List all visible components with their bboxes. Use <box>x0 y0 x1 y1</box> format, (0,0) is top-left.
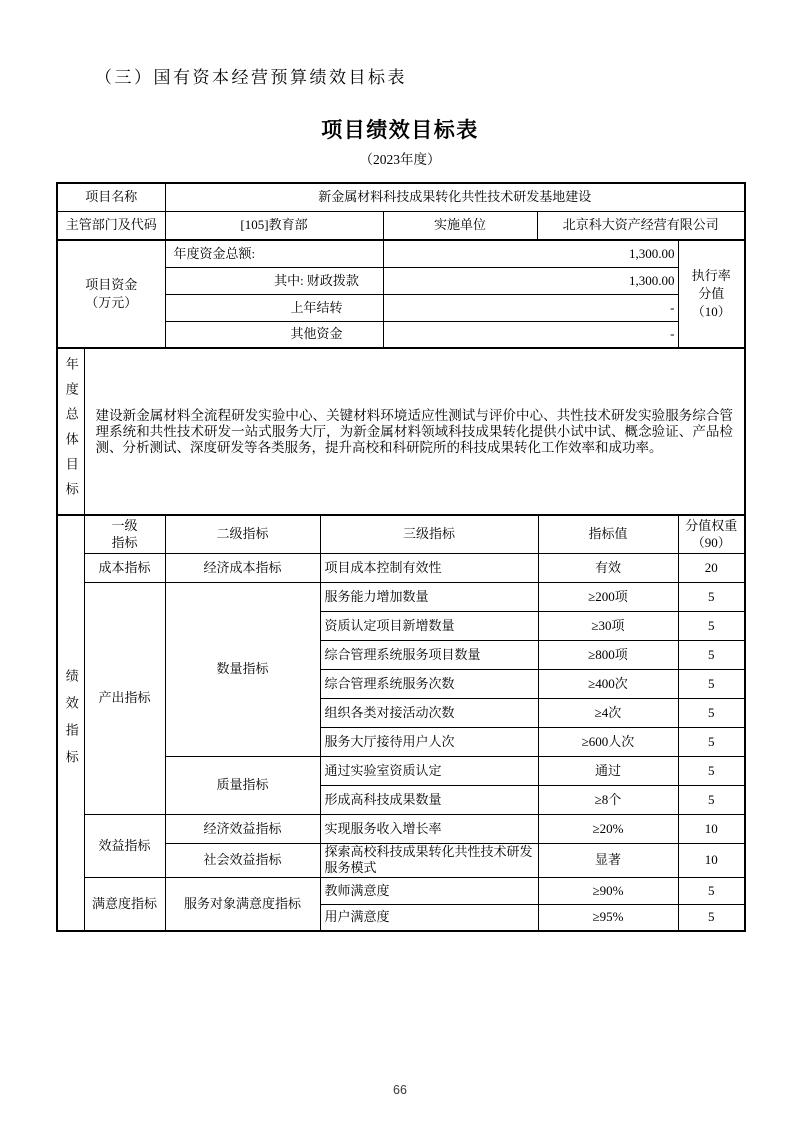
indicators-side-label: 绩效指标 <box>63 669 79 777</box>
annual-target-label: 年度总体目标 <box>63 356 79 507</box>
execution-rate-score-label: 执行率 分值 （10） <box>678 240 745 348</box>
department-label: 主管部门及代码 <box>57 211 165 240</box>
fund-value-fiscal: 1,300.00 <box>383 267 678 294</box>
indicator-value: ≥30项 <box>538 611 678 640</box>
indicator-level3: 形成高科技成果数量 <box>320 785 538 814</box>
indicator-value: 通过 <box>538 756 678 785</box>
indicator-weight: 20 <box>678 553 745 582</box>
indicator-weight: 5 <box>678 785 745 814</box>
annual-target-label-cell <box>57 348 84 515</box>
indicator-weight: 5 <box>678 582 745 611</box>
indicator-weight: 5 <box>678 877 745 904</box>
level1-benefit: 效益指标 <box>84 814 165 877</box>
indicator-weight: 5 <box>678 611 745 640</box>
indicators-header-row <box>57 515 745 553</box>
annual-target-section <box>56 347 746 516</box>
header-level1: 一级 指标 <box>84 515 165 553</box>
performance-target-table <box>56 182 745 932</box>
annual-target-text: 建设新金属材料全流程研发实验中心、关键材料环境适应性测试与评价中心、共性技术研发实验服务综合管理系统和共性技术研发一站式服务大厅，为新金属材料领域科技成果转化提供小试中试、概念验证、产品检测、分析测试、深度研发等各类服务，提升高校和科研院所的科技成果转化工作效率和成功率。 <box>84 348 745 515</box>
level2-economic-benefit: 经济效益指标 <box>165 814 320 843</box>
department-value: [105]教育部 <box>165 211 383 240</box>
indicator-value: ≥600人次 <box>538 727 678 756</box>
indicator-row <box>57 814 745 843</box>
indicators-side-label-cell <box>57 515 84 931</box>
page-number: 66 <box>393 1083 407 1097</box>
fund-label-carryover: 上年结转 <box>165 294 383 321</box>
level2-economic-cost: 经济成本指标 <box>165 553 320 582</box>
indicator-level3: 综合管理系统服务次数 <box>320 669 538 698</box>
project-name-row <box>57 183 745 211</box>
indicator-row <box>57 553 745 582</box>
indicator-weight: 10 <box>678 814 745 843</box>
indicator-value: 显著 <box>538 843 678 877</box>
annual-target-row <box>57 348 745 515</box>
level2-quality: 质量指标 <box>165 756 320 814</box>
header-value: 指标值 <box>538 515 678 553</box>
indicator-weight: 10 <box>678 843 745 877</box>
header-weight: 分值权重 （90） <box>678 515 745 553</box>
indicator-level3: 资质认定项目新增数量 <box>320 611 538 640</box>
page-title: 项目绩效目标表 <box>321 119 479 142</box>
level2-service-satisfaction: 服务对象满意度指标 <box>165 877 320 931</box>
indicator-level3: 组织各类对接活动次数 <box>320 698 538 727</box>
indicator-level3: 服务大厅接待用户人次 <box>320 727 538 756</box>
fund-row-total <box>57 240 745 267</box>
fund-value-other: - <box>383 321 678 348</box>
level2-social-benefit: 社会效益指标 <box>165 843 320 877</box>
header-level2: 二级指标 <box>165 515 320 553</box>
implement-unit-value: 北京科大资产经营有限公司 <box>537 211 745 240</box>
indicator-level3: 用户满意度 <box>320 904 538 931</box>
indicator-level3: 教师满意度 <box>320 877 538 904</box>
fund-label-other: 其他资金 <box>165 321 383 348</box>
indicator-level3: 项目成本控制有效性 <box>320 553 538 582</box>
implement-unit-label: 实施单位 <box>383 211 537 240</box>
fund-value-total: 1,300.00 <box>383 240 678 267</box>
indicator-value: ≥4次 <box>538 698 678 727</box>
indicator-value: ≥8个 <box>538 785 678 814</box>
project-info-table <box>56 182 746 349</box>
page-subtitle: （2023年度） <box>359 152 441 167</box>
indicator-value: ≥90% <box>538 877 678 904</box>
indicator-weight: 5 <box>678 904 745 931</box>
level1-output: 产出指标 <box>84 582 165 814</box>
indicator-weight: 5 <box>678 756 745 785</box>
indicator-value: ≥200项 <box>538 582 678 611</box>
indicator-level3: 实现服务收入增长率 <box>320 814 538 843</box>
indicator-value: ≥400次 <box>538 669 678 698</box>
funds-label: 项目资金 （万元） <box>57 240 165 348</box>
header-level3: 三级指标 <box>320 515 538 553</box>
project-name-label: 项目名称 <box>57 183 165 211</box>
level2-quantity: 数量指标 <box>165 582 320 756</box>
fund-label-fiscal: 其中: 财政拨款 <box>165 267 383 294</box>
indicator-level3: 服务能力增加数量 <box>320 582 538 611</box>
indicator-value: ≥95% <box>538 904 678 931</box>
level1-cost: 成本指标 <box>84 553 165 582</box>
indicator-weight: 5 <box>678 640 745 669</box>
indicators-table <box>56 514 746 932</box>
section-heading: （三）国有资本经营预算绩效目标表 <box>95 68 407 87</box>
indicator-weight: 5 <box>678 727 745 756</box>
indicator-weight: 5 <box>678 669 745 698</box>
indicator-row <box>57 582 745 611</box>
project-name-value: 新金属材料科技成果转化共性技术研发基地建设 <box>165 183 745 211</box>
indicator-value: ≥800项 <box>538 640 678 669</box>
indicator-value: 有效 <box>538 553 678 582</box>
department-row <box>57 211 745 240</box>
fund-label-total: 年度资金总额: <box>165 240 383 267</box>
indicator-weight: 5 <box>678 698 745 727</box>
indicator-level3: 通过实验室资质认定 <box>320 756 538 785</box>
indicator-row <box>57 877 745 904</box>
indicator-level3: 综合管理系统服务项目数量 <box>320 640 538 669</box>
fund-value-carryover: - <box>383 294 678 321</box>
indicator-level3: 探索高校科技成果转化共性技术研发服务模式 <box>320 843 538 877</box>
indicator-value: ≥20% <box>538 814 678 843</box>
level1-satisfaction: 满意度指标 <box>84 877 165 931</box>
